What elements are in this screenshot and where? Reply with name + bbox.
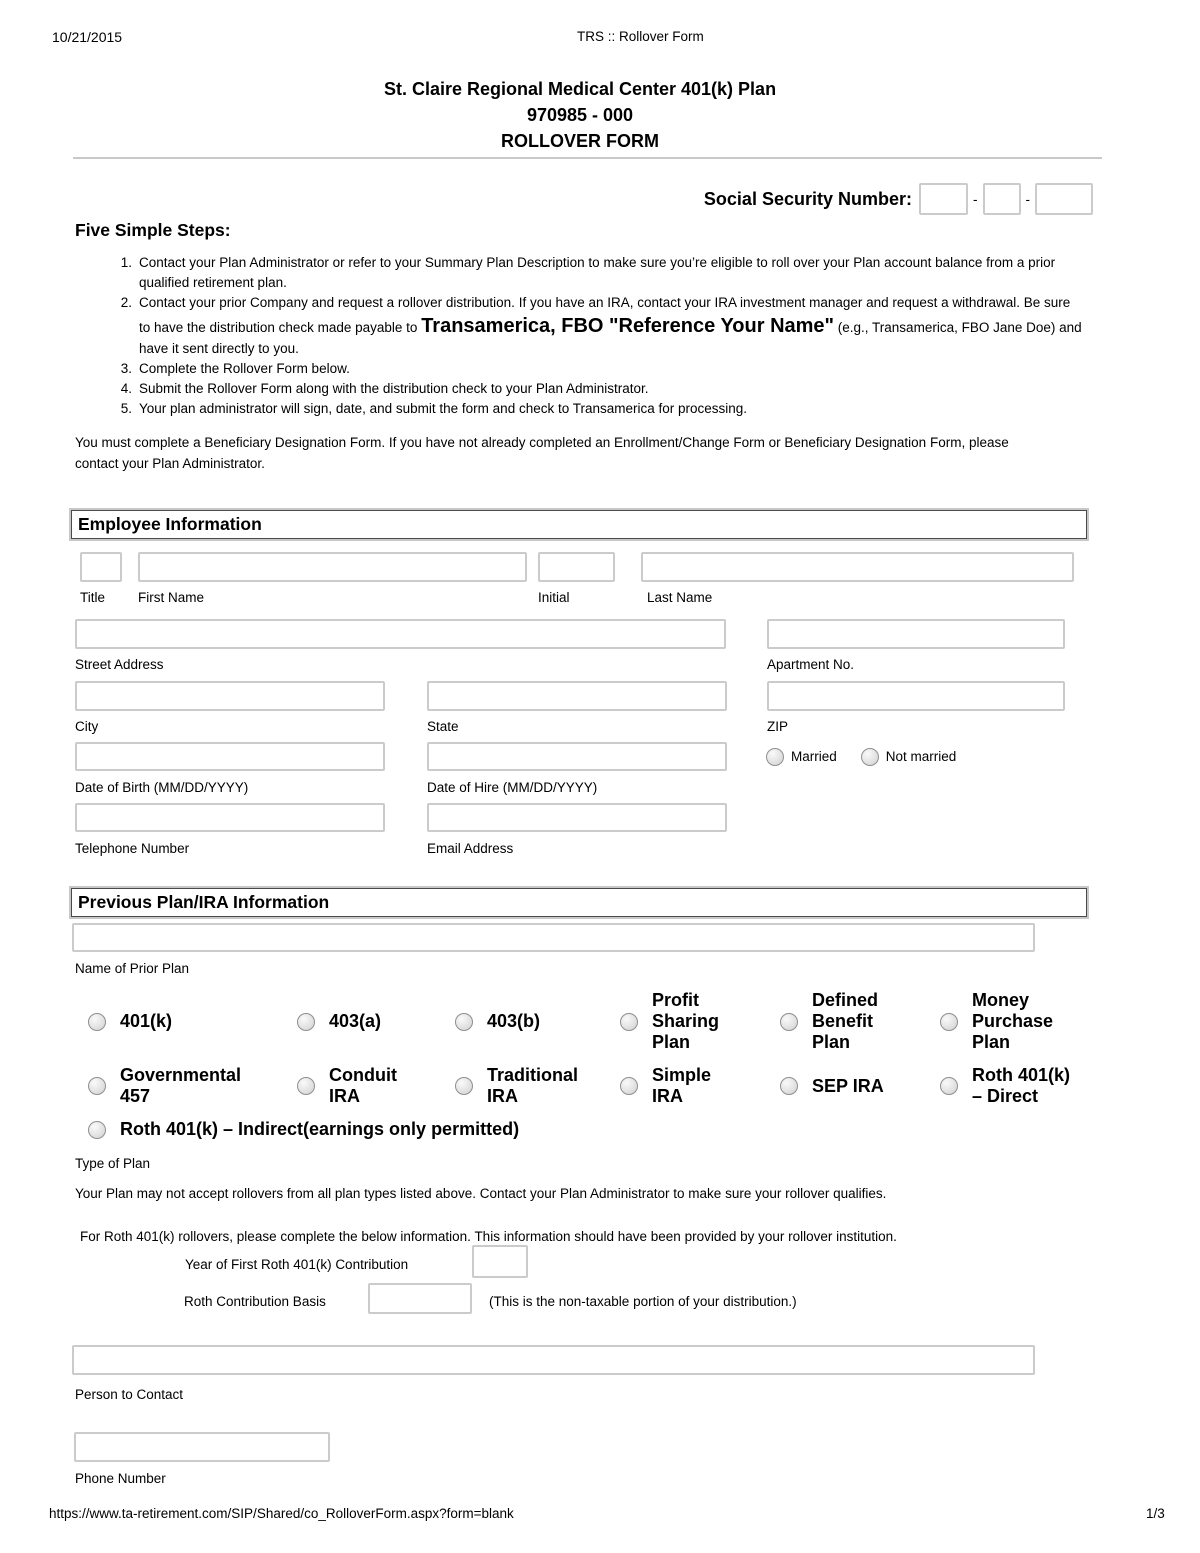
radio-button[interactable] <box>297 1013 315 1031</box>
street-address-label: Street Address <box>75 657 164 672</box>
first-name-label: First Name <box>138 590 205 605</box>
plan-acceptance-note: Your Plan may not accept rollovers from all plan types listed above. Contact your Plan Administrator to make sure your rollover qualifies. <box>75 1186 887 1201</box>
first-name-input[interactable] <box>138 552 527 582</box>
step2-payable-to-emphasis: Transamerica, FBO "Reference Your Name" <box>421 315 835 337</box>
radio-button[interactable] <box>455 1077 473 1095</box>
state-input[interactable] <box>427 681 727 711</box>
step-item-2 <box>110 293 1085 359</box>
roth-basis-input[interactable] <box>368 1283 472 1314</box>
plan-type-label: Conduit IRA <box>329 1065 397 1106</box>
roth-year-label: Year of First Roth 401(k) Contribution <box>185 1257 409 1272</box>
plan-type-label: Simple IRA <box>652 1065 712 1106</box>
step-text: Contact your Plan Administrator or refer to your Summary Plan Description to make sure you’re eligible to roll over your Plan account balance from a prior qualified retirement plan. <box>139 255 1056 290</box>
plan-type-label: Roth 401(k) – Indirect(earnings only permitted) <box>120 1119 520 1139</box>
ssn-separator: - <box>973 191 978 207</box>
married-label: Married <box>791 749 837 764</box>
plan-type-options <box>88 990 1100 1140</box>
plan-type-label: Traditional IRA <box>487 1065 579 1106</box>
print-header-title: TRS :: Rollover Form <box>577 29 704 44</box>
radio-button[interactable] <box>88 1077 106 1095</box>
title-block <box>72 76 1088 154</box>
step-text: Submit the Rollover Form along with the distribution check to your Plan Administrator. <box>139 381 649 396</box>
state-label: State <box>427 719 459 734</box>
person-to-contact-input[interactable] <box>72 1345 1035 1375</box>
prior-plan-name-label: Name of Prior Plan <box>75 961 190 976</box>
plan-type-defined-benefit[interactable] <box>780 990 940 1053</box>
step-number: 1. <box>120 255 132 270</box>
apartment-label: Apartment No. <box>767 657 855 672</box>
ssn-separator: - <box>1025 191 1030 207</box>
plan-type-label: 403(b) <box>487 1011 541 1031</box>
last-name-label: Last Name <box>647 590 713 605</box>
phone-number-label: Phone Number <box>75 1471 166 1486</box>
person-to-contact-label: Person to Contact <box>75 1387 184 1402</box>
beneficiary-designation-note: You must complete a Beneficiary Designation Form. If you have not already completed an Enrollment/Change Form or Beneficiary Designation Form, please contact your Plan Administrator. <box>75 435 1009 471</box>
plan-type-label: 401(k) <box>120 1011 173 1031</box>
plan-type-sep-ira[interactable] <box>780 1065 940 1107</box>
initial-input[interactable] <box>538 552 615 582</box>
plan-type-403b[interactable] <box>455 990 620 1053</box>
employee-information-section-header: Employee Information <box>71 510 1087 539</box>
plan-type-simple-ira[interactable] <box>620 1065 780 1107</box>
city-input[interactable] <box>75 681 385 711</box>
date-of-hire-label: Date of Hire (MM/DD/YYYY) <box>427 780 598 795</box>
step-number: 4. <box>120 381 132 396</box>
roth-year-input[interactable] <box>472 1245 528 1278</box>
radio-button[interactable] <box>455 1013 473 1031</box>
telephone-input[interactable] <box>75 803 385 832</box>
plan-type-roth-401k-indirect[interactable] <box>88 1119 1100 1140</box>
step-text: Your plan administrator will sign, date, and submit the form and check to Transamerica for processing. <box>139 401 748 416</box>
email-label: Email Address <box>427 841 514 856</box>
plan-type-label: Governmental 457 <box>120 1065 242 1106</box>
marital-status-options <box>766 742 956 771</box>
plan-type-label: Roth 401(k) – Direct <box>972 1065 1071 1106</box>
plan-type-roth-401k-direct[interactable] <box>940 1065 1100 1107</box>
steps-heading: Five Simple Steps: <box>75 220 231 240</box>
plan-name-title: St. Claire Regional Medical Center 401(k) Plan <box>383 79 777 99</box>
initial-label: Initial <box>538 590 570 605</box>
date-of-hire-input[interactable] <box>427 742 727 771</box>
prior-plan-name-input[interactable] <box>72 923 1035 952</box>
ssn-label: Social Security Number: <box>703 188 912 209</box>
radio-button[interactable] <box>780 1077 798 1095</box>
print-header-date: 10/21/2015 <box>52 29 123 45</box>
form-title: ROLLOVER FORM <box>501 131 659 151</box>
plan-type-profit-sharing[interactable] <box>620 990 780 1053</box>
phone-number-input[interactable] <box>74 1432 330 1462</box>
divider-rule <box>73 157 1102 159</box>
radio-button[interactable] <box>88 1121 106 1139</box>
ssn-input-part1[interactable] <box>919 183 968 215</box>
radio-button[interactable] <box>88 1013 106 1031</box>
radio-button[interactable] <box>297 1077 315 1095</box>
plan-type-label: Profit Sharing Plan <box>652 990 720 1052</box>
step-number: 3. <box>120 361 132 376</box>
radio-button[interactable] <box>620 1077 638 1095</box>
last-name-input[interactable] <box>641 552 1074 582</box>
print-footer-page-number: 1/3 <box>1146 1506 1165 1521</box>
print-footer-url: https://www.ta-retirement.com/SIP/Shared/co_RolloverForm.aspx?form=blank <box>49 1506 514 1521</box>
title-input[interactable] <box>80 552 122 582</box>
plan-type-label: Defined Benefit Plan <box>812 990 879 1052</box>
ssn-input-part2[interactable] <box>983 183 1021 215</box>
ssn-input-part3[interactable] <box>1035 183 1093 215</box>
plan-type-403a[interactable] <box>297 990 455 1053</box>
plan-type-401k[interactable] <box>88 990 297 1053</box>
step-item-3 <box>110 359 1085 379</box>
step-number: 2. <box>120 295 132 310</box>
title-label: Title <box>80 590 106 605</box>
roth-basis-label: Roth Contribution Basis <box>184 1294 326 1309</box>
step-item-4 <box>110 379 1085 399</box>
plan-type-label: SEP IRA <box>812 1075 884 1096</box>
steps-list <box>110 253 1085 419</box>
not-married-label: Not married <box>885 749 957 764</box>
plan-type-label: Money Purchase Plan <box>972 990 1054 1052</box>
city-label: City <box>75 719 99 734</box>
plan-type-conduit-ira[interactable] <box>297 1065 455 1107</box>
plan-type-traditional-ira[interactable] <box>455 1065 620 1107</box>
zip-label: ZIP <box>767 719 789 734</box>
roth-basis-note: (This is the non-taxable portion of your distribution.) <box>489 1294 797 1309</box>
roth-rollover-note: For Roth 401(k) rollovers, please complete the below information. This information should have been provided by your rollover institution. <box>80 1229 897 1244</box>
step2-text-post: (e.g., Transamerica, FBO Jane Doe) and have it sent directly to you. <box>139 320 1082 356</box>
step2-text-pre: Contact your prior Company and request a rollover distribution. If you have an IRA, contact your IRA investment manager and request a withdrawal. Be sure to have the distribution check made payable to <box>139 295 1071 335</box>
date-of-birth-label: Date of Birth (MM/DD/YYYY) <box>75 780 249 795</box>
step-item-5 <box>110 399 1085 419</box>
not-married-radio[interactable] <box>861 748 879 766</box>
plan-type-money-purchase[interactable] <box>940 990 1100 1053</box>
step-text: Complete the Rollover Form below. <box>139 361 350 376</box>
radio-button[interactable] <box>940 1013 958 1031</box>
ssn-row <box>0 183 1093 215</box>
apartment-input[interactable] <box>767 619 1065 649</box>
email-input[interactable] <box>427 803 727 832</box>
radio-button[interactable] <box>780 1013 798 1031</box>
step-number: 5. <box>120 401 132 416</box>
step-item-1 <box>110 253 1085 293</box>
date-of-birth-input[interactable] <box>75 742 385 771</box>
street-address-input[interactable] <box>75 619 726 649</box>
plan-type-label: 403(a) <box>329 1011 382 1031</box>
plan-number: 970985 - 000 <box>526 105 634 125</box>
radio-button[interactable] <box>940 1077 958 1095</box>
previous-plan-section-header: Previous Plan/IRA Information <box>71 888 1087 917</box>
married-radio[interactable] <box>766 748 784 766</box>
radio-button[interactable] <box>620 1013 638 1031</box>
plan-type-governmental-457[interactable] <box>88 1065 297 1107</box>
telephone-label: Telephone Number <box>75 841 190 856</box>
zip-input[interactable] <box>767 681 1065 711</box>
step-text <box>139 293 1085 359</box>
type-of-plan-label: Type of Plan <box>75 1156 151 1171</box>
